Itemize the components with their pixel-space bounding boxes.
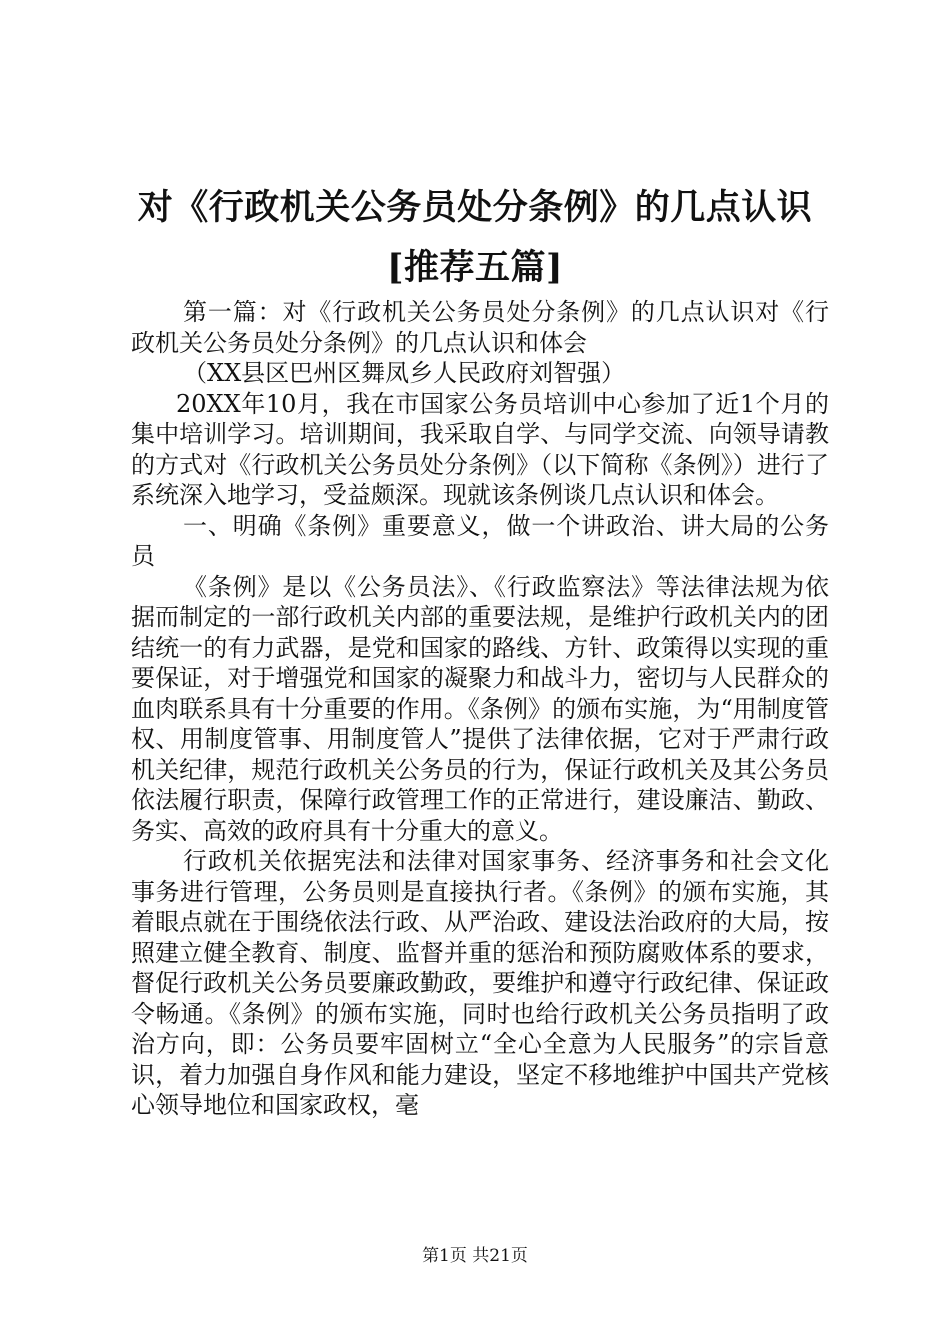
paragraph-section-heading: 第一篇：对《行政机关公务员处分条例》的几点认识对《行政机关公务员处分条例》的几点认识和体会 xyxy=(131,298,829,357)
paragraph-body: 《条例》是以《公务员法》、《行政监察法》等法律法规为依据而制定的一部行政机关内部的重要法规，是维护行政机关内的团结统一的有力武器，是党和国家的路线、方针、政策得以实现的重要保证，对于增强党和国家的凝聚力和战斗力，密切与人民群众的血肉联系具有十分重要的作用。《条例》的颁布实施，为“用制度管权、用制度管事、用制度管人”提供了法律依据，它对于严肃行政机关纪律，规范行政机关公务员的行为，保证行政机关及其公务员依法履行职责，保障行政管理工作的正常进行，建设廉洁、勤政、务实、高效的政府具有十分重大的意义。 xyxy=(131,572,829,845)
document-title xyxy=(120,178,830,298)
page-footer: 第1页 共21页 xyxy=(422,1246,528,1266)
paragraph-intro: 20XX年10月，我在市国家公务员培训中心参加了近1个月的集中培训学习。培训期间，我采取自学、与同学交流、向领导请教的方式对《行政机关公务员处分条例》（以下简称《条例》）进行了系统深入地学习，受益颇深。现就该条例谈几点认识和体会。 xyxy=(131,389,829,509)
document-body xyxy=(131,297,829,1121)
title-line-1: 对《行政机关公务员处分条例》的几点认识 xyxy=(137,187,813,228)
paragraph-author: （XX县区巴州区舞凤乡人民政府刘智强） xyxy=(183,359,626,387)
paragraph-body: 行政机关依据宪法和法律对国家事务、经济事务和社会文化事务进行管理，公务员则是直接执行者。《条例》的颁布实施，其着眼点就在于围绕依法行政、从严治政、建设法治政府的大局，按照建立健全教育、制度、监督并重的惩治和预防腐败体系的要求，督促行政机关公务员要廉政勤政，要维护和遵守行政纪律、保证政令畅通。《条例》的颁布实施，同时也给行政机关公务员指明了政治方向，即：公务员要牢固树立“全心全意为人民服务”的宗旨意识，着力加强自身作风和能力建设，坚定不移地维护中国共产党核心领导地位和国家政权，毫 xyxy=(131,847,829,1119)
paragraph-heading-one: 一、明确《条例》重要意义，做一个讲政治、讲大局的公务员 xyxy=(131,511,829,570)
title-line-2: [推荐五篇] xyxy=(386,247,564,288)
